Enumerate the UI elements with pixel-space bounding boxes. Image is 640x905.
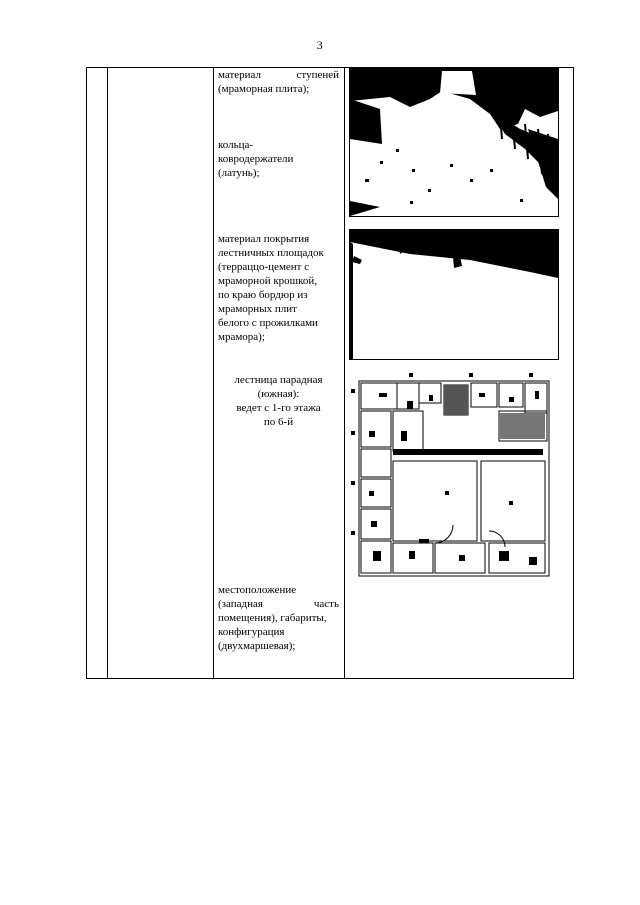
page-number: 3 xyxy=(316,38,324,52)
column-divider-2 xyxy=(213,68,214,678)
carpet-rings-text: кольца- ковродержатели (латунь); xyxy=(218,139,294,179)
stairs-photo-graphic xyxy=(350,69,558,216)
stairs-photo xyxy=(349,68,559,217)
landing-photo-graphic xyxy=(350,230,558,359)
floor-plan xyxy=(349,371,559,581)
column-divider-3 xyxy=(344,68,345,678)
location-line-2: (западная часть xyxy=(218,598,339,610)
location-line-1: местоположение xyxy=(218,584,297,596)
floor-plan-graphic xyxy=(349,371,559,581)
landing-material-text: материал покрытия лестничных площадок (терраццо-цемент с мраморной крошкой, по краю бордюр из мраморных плит белого с прожилками мрамора); xyxy=(218,233,324,343)
step-material-line: материал ступеней xyxy=(218,69,339,81)
main-stair-text: лестница парадная (южная): ведет с 1-го этажа по 6-й xyxy=(234,374,323,428)
location-detail: помещения), габариты, конфигурация (двухмаршевая); xyxy=(218,612,327,652)
landing-photo xyxy=(349,229,559,360)
step-material-detail: (мраморная плита); xyxy=(218,83,310,95)
column-divider-1 xyxy=(107,68,108,678)
